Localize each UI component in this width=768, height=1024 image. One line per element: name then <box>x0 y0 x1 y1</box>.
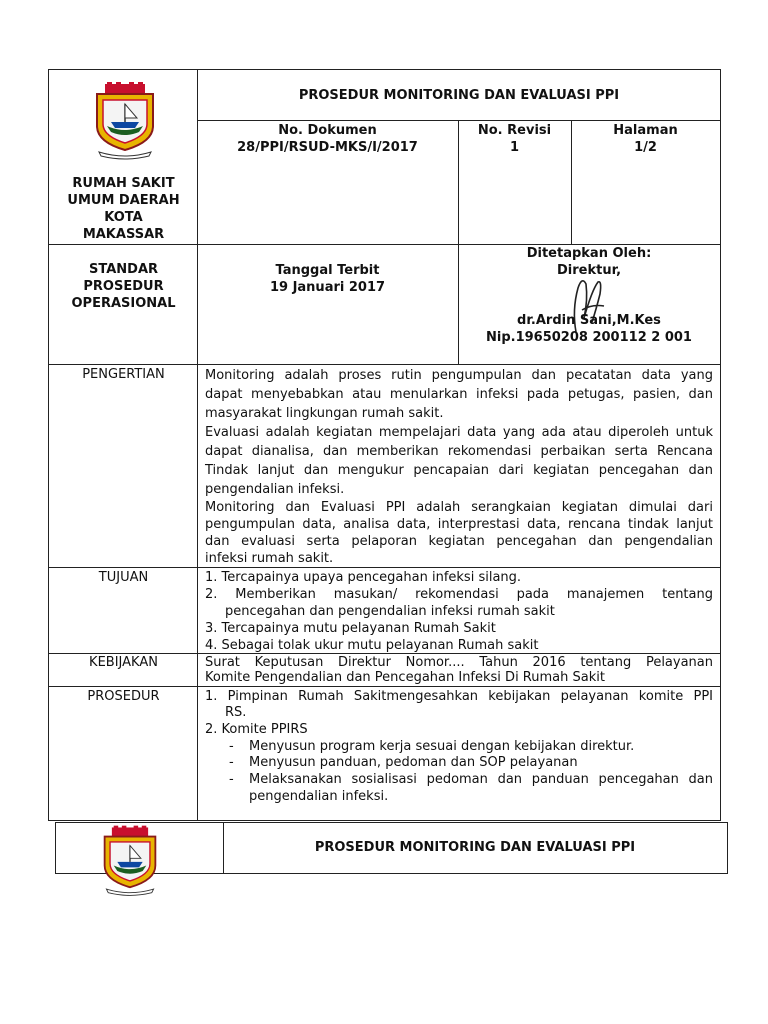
pengertian-line: pengumpulan data, analisa data, interprestasi data, rencana tindak lanjut <box>205 517 713 532</box>
sop-label <box>50 261 197 312</box>
prosedur-item-cont: RS. <box>225 705 247 720</box>
kebijakan-label: KEBIJAKAN <box>89 655 158 670</box>
institution-line-4: MAKASSAR <box>82 227 165 242</box>
tujuan-item: 2. Memberikan masukan/ rekomendasi pada manajemen tentang <box>205 587 713 602</box>
pengertian-line: infeksi rumah sakit. <box>205 551 334 566</box>
sop-line-3: OPERASIONAL <box>71 296 176 311</box>
prosedur-subitem: Menyusun panduan, pedoman dan SOP pelayanan <box>249 755 578 770</box>
dash-bullet: - <box>229 755 234 770</box>
sop-line-1: STANDAR <box>88 262 159 277</box>
no-revisi-label: No. Revisi <box>477 123 552 138</box>
tujuan-item: 4. Sebagai tolak ukur mutu pelayanan Rumah sakit <box>205 638 539 653</box>
tujuan-item: 1. Tercapainya upaya pencegahan infeksi silang. <box>205 570 522 585</box>
institution-line-3: KOTA <box>104 210 143 225</box>
pengertian-label: PENGERTIAN <box>82 367 165 382</box>
institution-name <box>50 175 197 243</box>
pengertian-line: Evaluasi adalah kegiatan mempelajari data yang ada atau diperoleh untuk <box>205 425 713 440</box>
signer-name: dr.Ardin Sani,M.Kes <box>517 313 661 328</box>
footer-doc-title: PROSEDUR MONITORING DAN EVALUASI PPI <box>314 840 636 855</box>
hospital-logo <box>101 825 159 897</box>
tanggal-value: 19 Januari 2017 <box>269 280 386 295</box>
kebijakan-line: Surat Keputusan Direktur Nomor.... Tahun 2016 tentang Pelayanan <box>205 655 713 670</box>
halaman-label: Halaman <box>613 123 678 138</box>
no-revisi-value: 1 <box>509 140 520 155</box>
prosedur-label: PROSEDUR <box>87 689 160 704</box>
prosedur-subitem-cont: pengendalian infeksi. <box>249 789 389 804</box>
pengertian-line: dapat dianalisa, dan memberikan rekomendasi perbaikan serta Rencana <box>205 444 713 459</box>
no-revisi <box>458 122 571 156</box>
pengertian-line: dapat menyebabkan atau menularkan infeksi pada petugas, pasien, dan <box>205 387 713 402</box>
signer-nip: Nip.19650208 200112 2 001 <box>486 330 692 345</box>
pengertian-line: Tindak lanjut dan mengukur pencapaian dari kegiatan pencegahan dan <box>205 463 713 478</box>
sop-line-2: PROSEDUR <box>83 279 164 294</box>
pengertian-line: dan evaluasi serta pelaporan kegiatan pencegahan dan pengendalian <box>205 534 713 549</box>
prosedur-item: 1. Pimpinan Rumah Sakitmengesahkan kebijakan pelayanan komite PPI <box>205 689 713 704</box>
ditetapkan-label: Ditetapkan Oleh: <box>526 246 652 261</box>
prosedur-subitem: Menyusun program kerja sesuai dengan kebijakan direktur. <box>249 739 635 754</box>
doc-title: PROSEDUR MONITORING DAN EVALUASI PPI <box>298 88 620 103</box>
prosedur-subitem: Melaksanakan sosialisasi pedoman dan panduan pencegahan dan <box>249 772 713 787</box>
ditetapkan-role: Direktur, <box>556 263 622 278</box>
no-dokumen-value: 28/PPI/RSUD-MKS/I/2017 <box>237 140 418 155</box>
no-dokumen <box>197 122 458 156</box>
tujuan-item-cont: pencegahan dan pengendalian infeksi rumah sakit <box>225 604 555 619</box>
dash-bullet: - <box>229 739 234 754</box>
tujuan-label: TUJUAN <box>98 570 149 585</box>
tanggal-terbit <box>197 262 458 296</box>
institution-line-2: UMUM DAERAH <box>67 193 180 208</box>
kebijakan-line: Komite Pengendalian dan Pencegahan Infeksi Di Rumah Sakit <box>205 670 605 685</box>
tanggal-label: Tanggal Terbit <box>275 263 380 278</box>
pengertian-line: Monitoring dan Evaluasi PPI adalah serangkaian kegiatan dimulai dari <box>205 500 713 515</box>
pengertian-line: Monitoring adalah proses rutin pengumpulan dan pecatatan data yang <box>205 368 713 383</box>
hospital-logo <box>93 82 157 160</box>
halaman-value: 1/2 <box>634 140 657 155</box>
institution-line-1: RUMAH SAKIT <box>72 176 175 191</box>
pengertian-line: masyarakat lingkungan rumah sakit. <box>205 406 444 421</box>
tujuan-item: 3. Tercapainya mutu pelayanan Rumah Sakit <box>205 621 496 636</box>
halaman <box>571 122 720 156</box>
no-dokumen-label: No. Dokumen <box>278 123 377 138</box>
pengertian-line: pengendalian infeksi. <box>205 482 345 497</box>
prosedur-item: 2. Komite PPIRS <box>205 722 308 737</box>
dash-bullet: - <box>229 772 234 787</box>
